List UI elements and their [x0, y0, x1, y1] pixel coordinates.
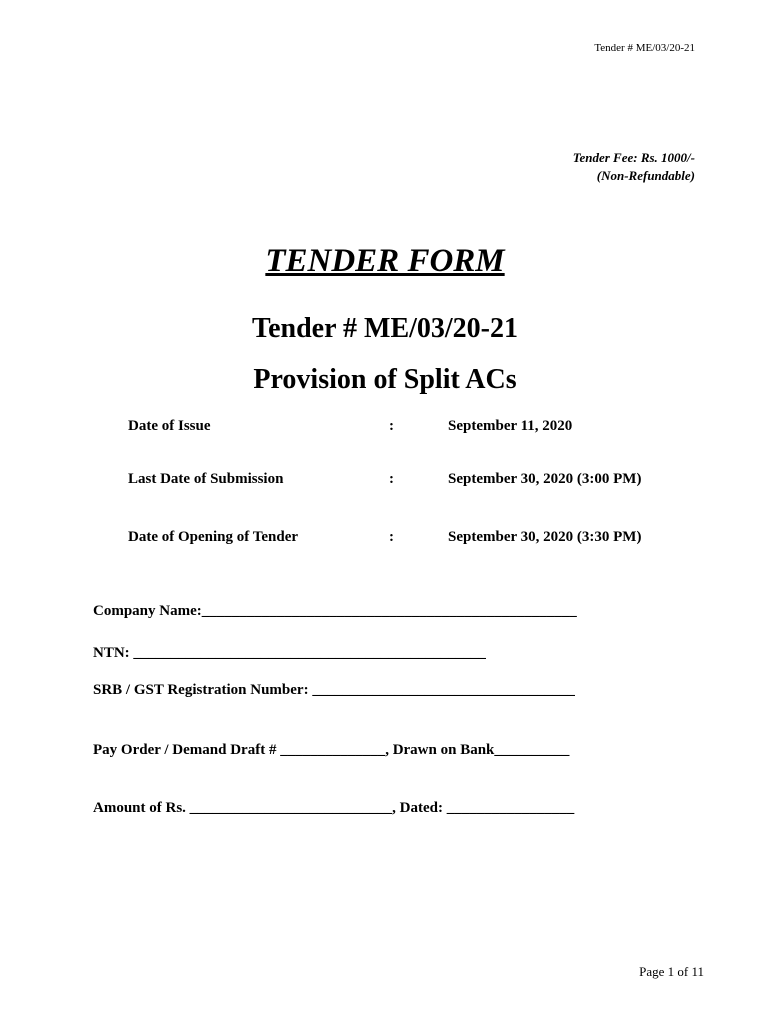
header-tender-reference: Tender # ME/03/20-21 — [594, 42, 695, 54]
date-of-issue-label: Date of Issue — [128, 418, 211, 434]
pay-order-field: Pay Order / Demand Draft # ______________, Drawn on Bank__________ — [93, 742, 570, 758]
company-name-field: Company Name:__________________________________________________ — [93, 603, 577, 619]
date-of-issue-colon: : — [389, 418, 394, 434]
document-title: TENDER FORM — [265, 243, 505, 279]
tender-fee: Tender Fee: Rs. 1000/- — [572, 150, 695, 165]
last-date-submission-colon: : — [389, 471, 394, 487]
ntn-field: NTN: _______________________________________________ — [93, 645, 486, 661]
date-opening-label: Date of Opening of Tender — [128, 529, 299, 545]
last-date-submission-label: Last Date of Submission — [128, 471, 284, 487]
date-opening-value: September 30, 2020 (3:30 PM) — [448, 529, 642, 545]
tender-number: Tender # ME/03/20-21 — [251, 313, 518, 344]
amount-field: Amount of Rs. ___________________________, Dated: _________________ — [93, 800, 575, 816]
last-date-submission-value: September 30, 2020 (3:00 PM) — [448, 471, 642, 487]
date-of-issue-value: September 11, 2020 — [448, 418, 573, 434]
tender-subject: Provision of Split ACs — [253, 364, 517, 395]
date-opening-colon: : — [389, 529, 394, 545]
tender-fee-note: (Non-Refundable) — [596, 168, 695, 183]
srb-gst-registration-field: SRB / GST Registration Number: ___________________________________ — [93, 682, 575, 698]
page-number: Page 1 of 11 — [639, 964, 704, 979]
